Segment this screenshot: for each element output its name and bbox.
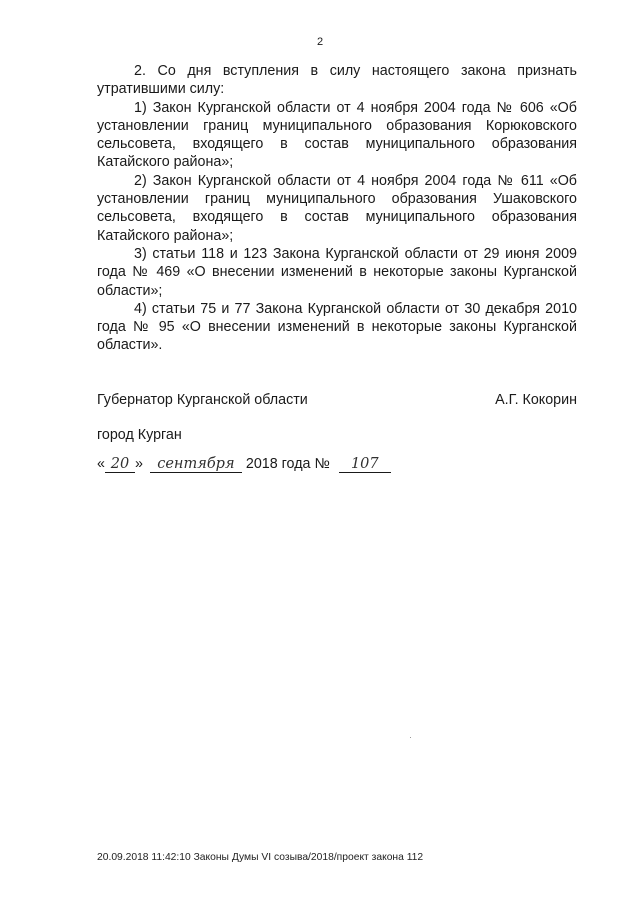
law-body-text xyxy=(97,62,577,355)
paragraph-item-2: 2) Закон Курганской области от 4 ноября 2004 года № 611 «Об установлении границ муниципального образования Ушаковского сельсовета, входящего в состав муниципального образования Катайского района»; xyxy=(97,172,577,244)
paragraph-item-1: 1) Закон Курганской области от 4 ноября 2004 года № 606 «Об установлении границ муниципального образования Корюковского сельсовета, входящего в состав муниципального образования Катайского района»; xyxy=(97,99,577,171)
handwritten-day: 20 xyxy=(110,456,130,472)
paragraph-intro: 2. Со дня вступления в силу настоящего закона признать утратившими силу: xyxy=(97,63,577,98)
law-number-field xyxy=(339,456,391,473)
open-quote: « xyxy=(97,456,105,472)
paragraph-item-3: 3) статьи 118 и 123 Закона Курганской области от 29 июня 2009 года № 469 «О внесении изменений в некоторые законы Курганской области»; xyxy=(97,245,577,299)
governor-name: А.Г. Кокорин xyxy=(495,392,577,408)
date-day-field xyxy=(105,456,135,473)
handwritten-month: сентября xyxy=(157,456,235,472)
city-name: город Курган xyxy=(97,427,182,443)
close-quote: » xyxy=(134,456,143,472)
scan-speck xyxy=(410,737,411,738)
handwritten-number: 107 xyxy=(350,456,379,472)
date-month-field xyxy=(150,456,242,473)
paragraph-item-4: 4) статьи 75 и 77 Закона Курганской области от 30 декабря 2010 года № 95 «О внесении изменений в некоторые законы Курганской области». xyxy=(97,300,577,354)
date-line xyxy=(97,456,391,473)
footer-file-path: 20.09.2018 11:42:10 Законы Думы VI созыва/2018/проект закона 112 xyxy=(97,852,424,863)
page-number: 2 xyxy=(316,36,324,48)
year-text: 2018 года № xyxy=(245,456,330,472)
governor-title: Губернатор Курганской области xyxy=(97,392,308,408)
